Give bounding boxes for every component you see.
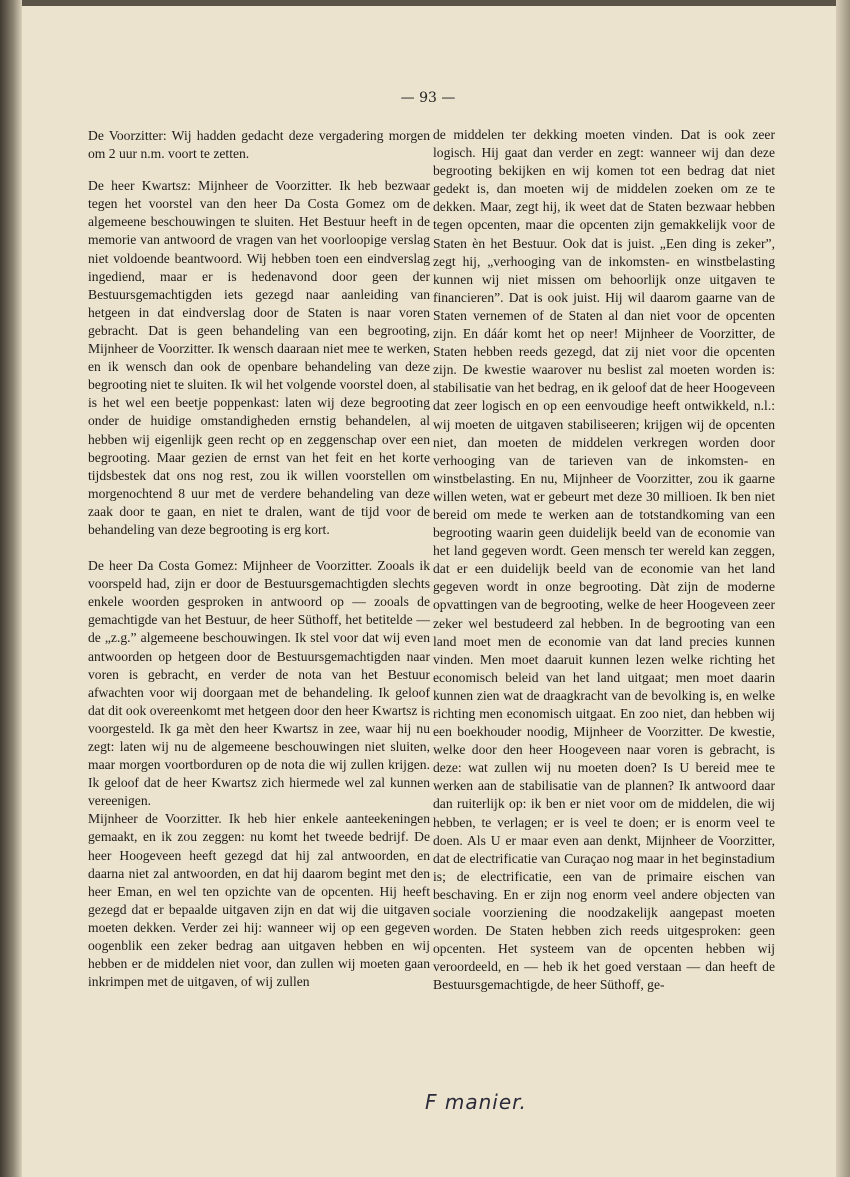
paragraph: De heer Da Costa Gomez: Mijnheer de Voorzitter. Zooals ik voorspeld had, zijn er door de Bestuursgemachtigden slechts enkele woorden gesproken in antwoord op — zooals de gemachtigde van het Bestuur, de heer Süthoff, het betitelde — de „z.g.” algemeene beschouwingen. Ik stel voor dat wij even antwoorden op hetgeen door de Bestuursgemachtigden naar voren is gebracht, en verder de nota van het Bestuur afwachten voor wij doorgaan met de behandeling. Ik geloof dat dit ook overeenkomt met hetgeen door den heer Kwartsz is voorgesteld. Ik ga mèt den heer Kwartsz in zee, waar hij nu zegt: laten wij nu de algemeene beschouwingen niet sluiten, maar morgen voortborduren op de nota die wij zullen krijgen. Ik geloof dat de heer Kwartsz zich hiermede wel zal kunnen vereenigen. xyxy=(88,558,430,809)
right-column xyxy=(433,126,775,995)
page-gutter xyxy=(0,0,22,1177)
left-column xyxy=(88,127,430,991)
paragraph: de middelen ter dekking moeten vinden. Dat is ook zeer logisch. Hij gaat dan verder en zegt: wanneer wij dan deze begrooting bekijken en wij komen tot een bedrag dat niet gedekt is, dan moeten wij de middelen zoeken om ze te dekken. Maar, zegt hij, ik weet dat de Staten bezwaar hebben tegen opcenten, maar die opcenten zijn gemakkelijk voor de Staten èn het Bestuur. Ook dat is juist. „Een ding is zeker”, zegt hij, „verhooging van de inkomsten- en winstbelasting kunnen wij niet missen om behoorlijk onze uitgaven te financieren”. Dat is ook juist. Hij wil daarom gaarne van de Staten vernemen of de Staten al dan niet voor de opcenten zijn. En dáár komt het op neer! Mijnheer de Voorzitter, de Staten hebben reeds gezegd, dat zij niet voor die opcenten zijn. De kwestie waarover nu beslist zal moeten worden is: stabilisatie van het bedrag, en ik geloof dat de heer Hoogeveen dat zeer logisch en op een eenvoudige heeft ontwikkeld, n.l.: wij moeten de uitgaven stabiliseeren; krijgen wij de opcenten niet, dan moeten de middelen verkregen worden door verhooging van de tarieven van de inkomsten- en winstbelasting. En nu, Mijnheer de Voorzitter, zou ik gaarne willen weten, wat er gebeurt met deze 30 millioen. Ik ben niet bereid om mede te werken aan de totstandkoming van een begrooting waarin geen duidelijk beeld van de economie van het land gegeven wordt. Geen mensch ter wereld kan zeggen, dat er een duidelijk beeld van de economie van het land gegeven wordt in onze begrooting. Dàt zijn de moderne opvattingen van de begrooting, welke de heer Hoogeveen zeer zeker wel bestudeerd zal hebben. In de begrooting van een land moet men de economie van dat land precies kunnen vinden. Men moet daaruit kunnen lezen welke richting het economisch beleid van het land uitgaat; men moet daarin kunnen zien wat de draagkracht van de bevolking is, en welke richting men economisch uitgaat. En zoo niet, dan hebben wij een boekhouder noodig, Mijnheer de Voorzitter. De kwestie, welke door den heer Hoogeveen naar voren is gebracht, is deze: wat zullen wij nu moeten doen? Is U bereid mee te werken aan de stabilisatie van de plannen? Ik antwoord daar dan ruiterlijk op: ik ben er niet voor om de middelen, die wij hebben, te verlagen; er is veel te doen; er is enorm veel te doen. Als U er maar even aan denkt, Mijnheer de Voorzitter, dat de electrificatie van Curaçao nog maar in het beginstadium is; de electrificatie, een van de primaire eischen van beschaving. En er zijn nog enorm veel andere objecten van sociale voorziening die noodzakelijk aangepast moeten worden. De Staten hebben zich reeds uitgesproken: geen opcenten. Het systeem van de opcenten hebben wij veroordeeld, en — heb ik het goed verstaan — dan heeft de Bestuursgemachtigde, de heer Süthoff, ge- xyxy=(433,127,775,993)
paragraph: De heer Kwartsz: Mijnheer de Voorzitter. Ik heb bezwaar tegen het voorstel van den heer Da Costa Gomez om de algemeene beschouwingen te sluiten. Het Bestuur heeft in de memorie van antwoord de vragen van het voorloopige verslag niet voldoende beantwoord. Wij hebben toen een eindverslag ingediend, maar er is hedenavond door geen der Bestuursgemachtigden iets gezegd naar aanleiding van hetgeen in dat eindverslag door de Staten is naar voren gebracht. Dat is geen behandeling van een begrooting, Mijnheer de Voorzitter. Ik wensch daaraan niet mee te werken, en ik wensch dan ook de openbare behandeling van deze begrooting niet te sluiten. Ik wil het volgende voorstel doen, al is het wel een beetje poppenkast: laten wij deze begrooting onder de huidige omstandigheden ernstig behandelen, al hebben wij eigenlijk geen recht op en zeggenschap over een begrooting. Maar gezien de ernst van het feit en het korte tijdsbestek dat ons nog rest, zou ik willen voorstellen om morgenochtend 8 uur met de verdere behandeling van deze zaak door te gaan, en niet te dralen, want de tijd voor de behandeling van deze begrooting is erg kort. xyxy=(88,178,430,537)
page-edge xyxy=(836,0,850,1177)
handwritten-note: F manier. xyxy=(425,1090,527,1114)
page-number: — 93 — xyxy=(400,90,456,106)
paragraph: Mijnheer de Voorzitter. Ik heb hier enkele aanteekeningen gemaakt, en ik zou zeggen: nu komt het tweede bedrijf. De heer Hoogeveen heeft gezegd dat hij zal antwoorden, en daarna niet zal antwoorden, en dat hij daarom begint met den heer Eman, en wel ten opzichte van de opcenten. Hij heeft gezegd dat er bepaalde uitgaven zijn en dat wij die uitgaven moeten dekken. Verder zei hij: wanneer wij op een gegeven oogenblik een zeker bedrag aan uitgaven hebben en wij hebben er de middelen niet voor, dan zullen wij moeten gaan inkrimpen met de uitgaven, of wij zullen xyxy=(88,811,430,990)
paragraph: De Voorzitter: Wij hadden gedacht deze vergadering morgen om 2 uur n.m. voort te zetten. xyxy=(88,128,430,162)
